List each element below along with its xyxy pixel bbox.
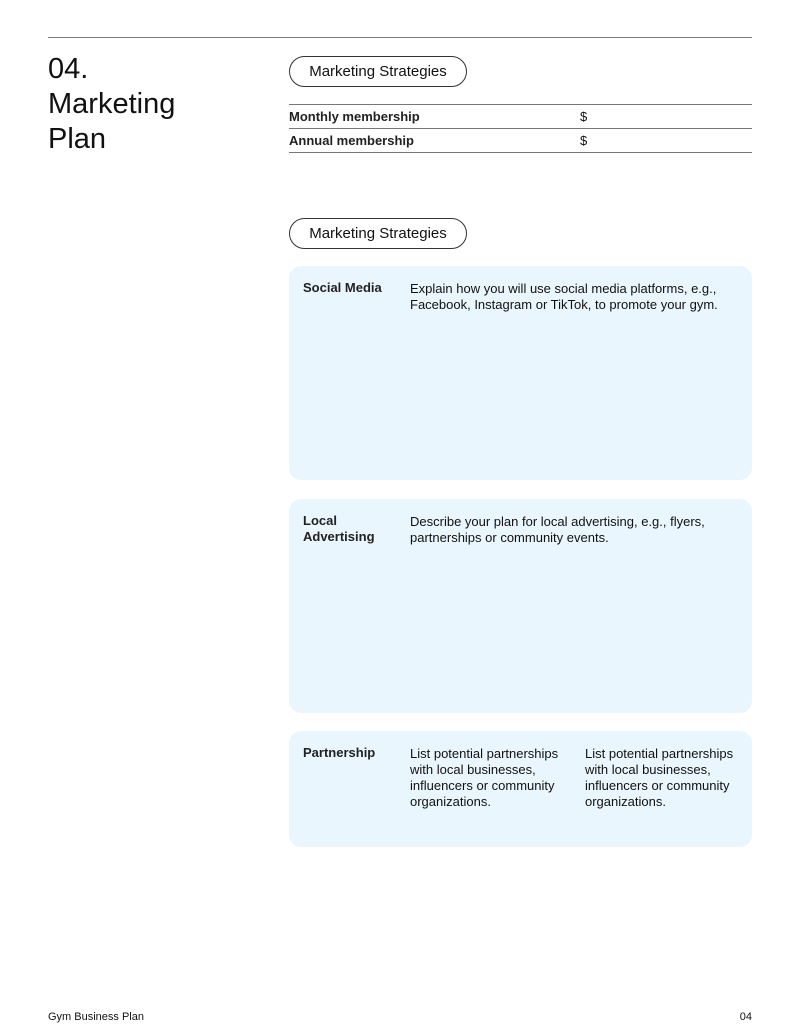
- card-label: Local Advertising: [303, 513, 375, 544]
- card-label: Partnership: [303, 745, 376, 760]
- pricing-table: [289, 104, 752, 153]
- table-row: [289, 105, 752, 129]
- strategies-heading-pill: Marketing Strategies: [289, 218, 467, 249]
- card-text-2[interactable]: List potential partnerships with local businesses, influencers or community organizations.: [585, 746, 734, 809]
- title-line: Marketing: [48, 88, 176, 120]
- strategy-card-local-advertising: [289, 499, 752, 713]
- row-label: Annual membership: [289, 133, 414, 148]
- strategy-card-social-media: [289, 266, 752, 480]
- card-text[interactable]: List potential partnerships with local businesses, influencers or community organizations.: [410, 746, 559, 809]
- page-number: 04: [739, 1011, 752, 1023]
- card-label: Social Media: [303, 280, 382, 295]
- row-label: Monthly membership: [289, 109, 420, 124]
- pricing-heading-pill: Marketing Strategies: [289, 56, 467, 87]
- row-value[interactable]: $: [580, 109, 588, 124]
- strategy-card-partnership: [289, 731, 752, 847]
- title-line: Plan: [48, 123, 107, 155]
- section-number: 04.: [48, 53, 89, 85]
- card-text[interactable]: Describe your plan for local advertising, e.g., flyers, partnerships or community events.: [410, 514, 705, 545]
- card-text[interactable]: Explain how you will use social media platforms, e.g., Facebook, Instagram or TikTok, to promote your gym.: [410, 281, 718, 312]
- footer-title: Gym Business Plan: [48, 1011, 144, 1023]
- table-row: [289, 129, 752, 153]
- row-value[interactable]: $: [580, 133, 588, 148]
- top-divider: [48, 37, 752, 38]
- section-title: [48, 52, 175, 157]
